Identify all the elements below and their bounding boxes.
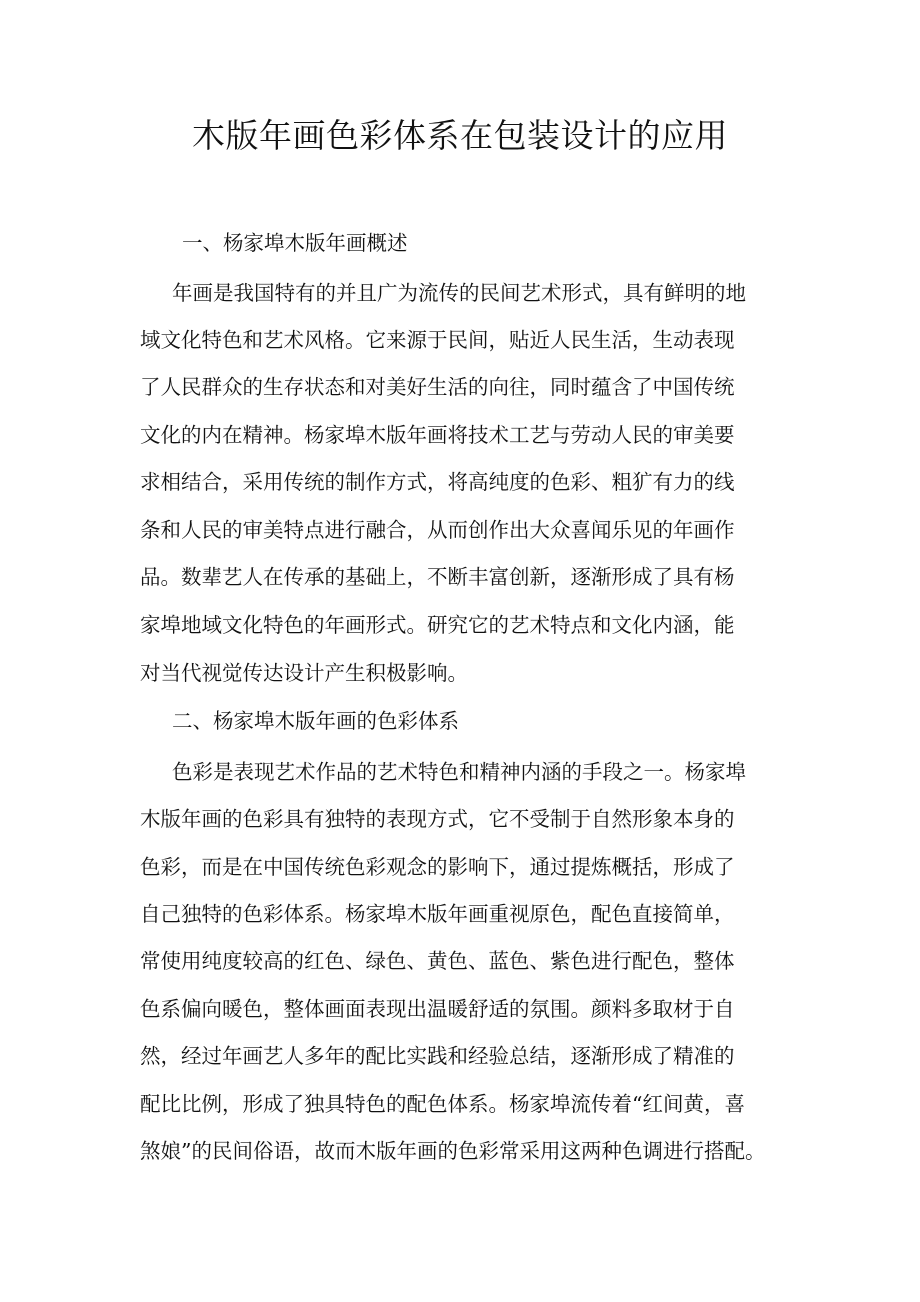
paragraph-line: 煞娘”的民间俗语，故而木版年画的色彩常采用这两种色调进行搭配。 bbox=[140, 1139, 766, 1163]
paragraph-line: 对当代视觉传达设计产生积极影响。 bbox=[140, 661, 468, 685]
paragraph-line: 年画是我国特有的并且广为流传的民间艺术形式，具有鲜明的地 bbox=[172, 281, 746, 305]
section-heading-overview: 一、杨家埠木版年画概述 bbox=[182, 231, 408, 255]
paragraph-line: 然，经过年画艺人多年的配比实践和经验总结，逐渐形成了精准的 bbox=[140, 1044, 735, 1068]
paragraph-line: 配比比例，形成了独具特色的配色体系。杨家埠流传着“红间黄，喜 bbox=[140, 1092, 745, 1116]
paragraph-line: 色系偏向暖色，整体画面表现出温暖舒适的氛围。颜料多取材于自 bbox=[140, 997, 735, 1021]
paragraph-line: 自己独特的色彩体系。杨家埠木版年画重视原色，配色直接简单， bbox=[140, 902, 735, 926]
paragraph-line: 家埠地域文化特色的年画形式。研究它的艺术特点和文化内涵，能 bbox=[140, 613, 735, 637]
document-title: 木版年画色彩体系在包装设计的应用 bbox=[192, 116, 728, 155]
paragraph-line: 品。数辈艺人在传承的基础上，不断丰富创新，逐渐形成了具有杨 bbox=[140, 565, 735, 589]
section-heading-color-system: 二、杨家埠木版年画的色彩体系 bbox=[172, 709, 459, 733]
paragraph-line: 域文化特色和艺术风格。它来源于民间，贴近人民生活，生动表现 bbox=[140, 328, 735, 352]
paragraph-line: 条和人民的审美特点进行融合，从而创作出大众喜闻乐见的年画作 bbox=[140, 518, 735, 542]
paragraph-line: 木版年画的色彩具有独特的表现方式，它不受制于自然形象本身的 bbox=[140, 807, 735, 831]
paragraph-line: 了人民群众的生存状态和对美好生活的向往，同时蕴含了中国传统 bbox=[140, 375, 735, 399]
paragraph-line: 色彩，而是在中国传统色彩观念的影响下，通过提炼概括，形成了 bbox=[140, 855, 735, 879]
paragraph-line: 求相结合，采用传统的制作方式，将高纯度的色彩、粗犷有力的线 bbox=[140, 470, 735, 494]
paragraph-line: 文化的内在精神。杨家埠木版年画将技术工艺与劳动人民的审美要 bbox=[140, 423, 735, 447]
paragraph-line: 色彩是表现艺术作品的艺术特色和精神内涵的手段之一。杨家埠 bbox=[172, 760, 746, 784]
paragraph-line: 常使用纯度较高的红色、绿色、黄色、蓝色、紫色进行配色，整体 bbox=[140, 949, 735, 973]
